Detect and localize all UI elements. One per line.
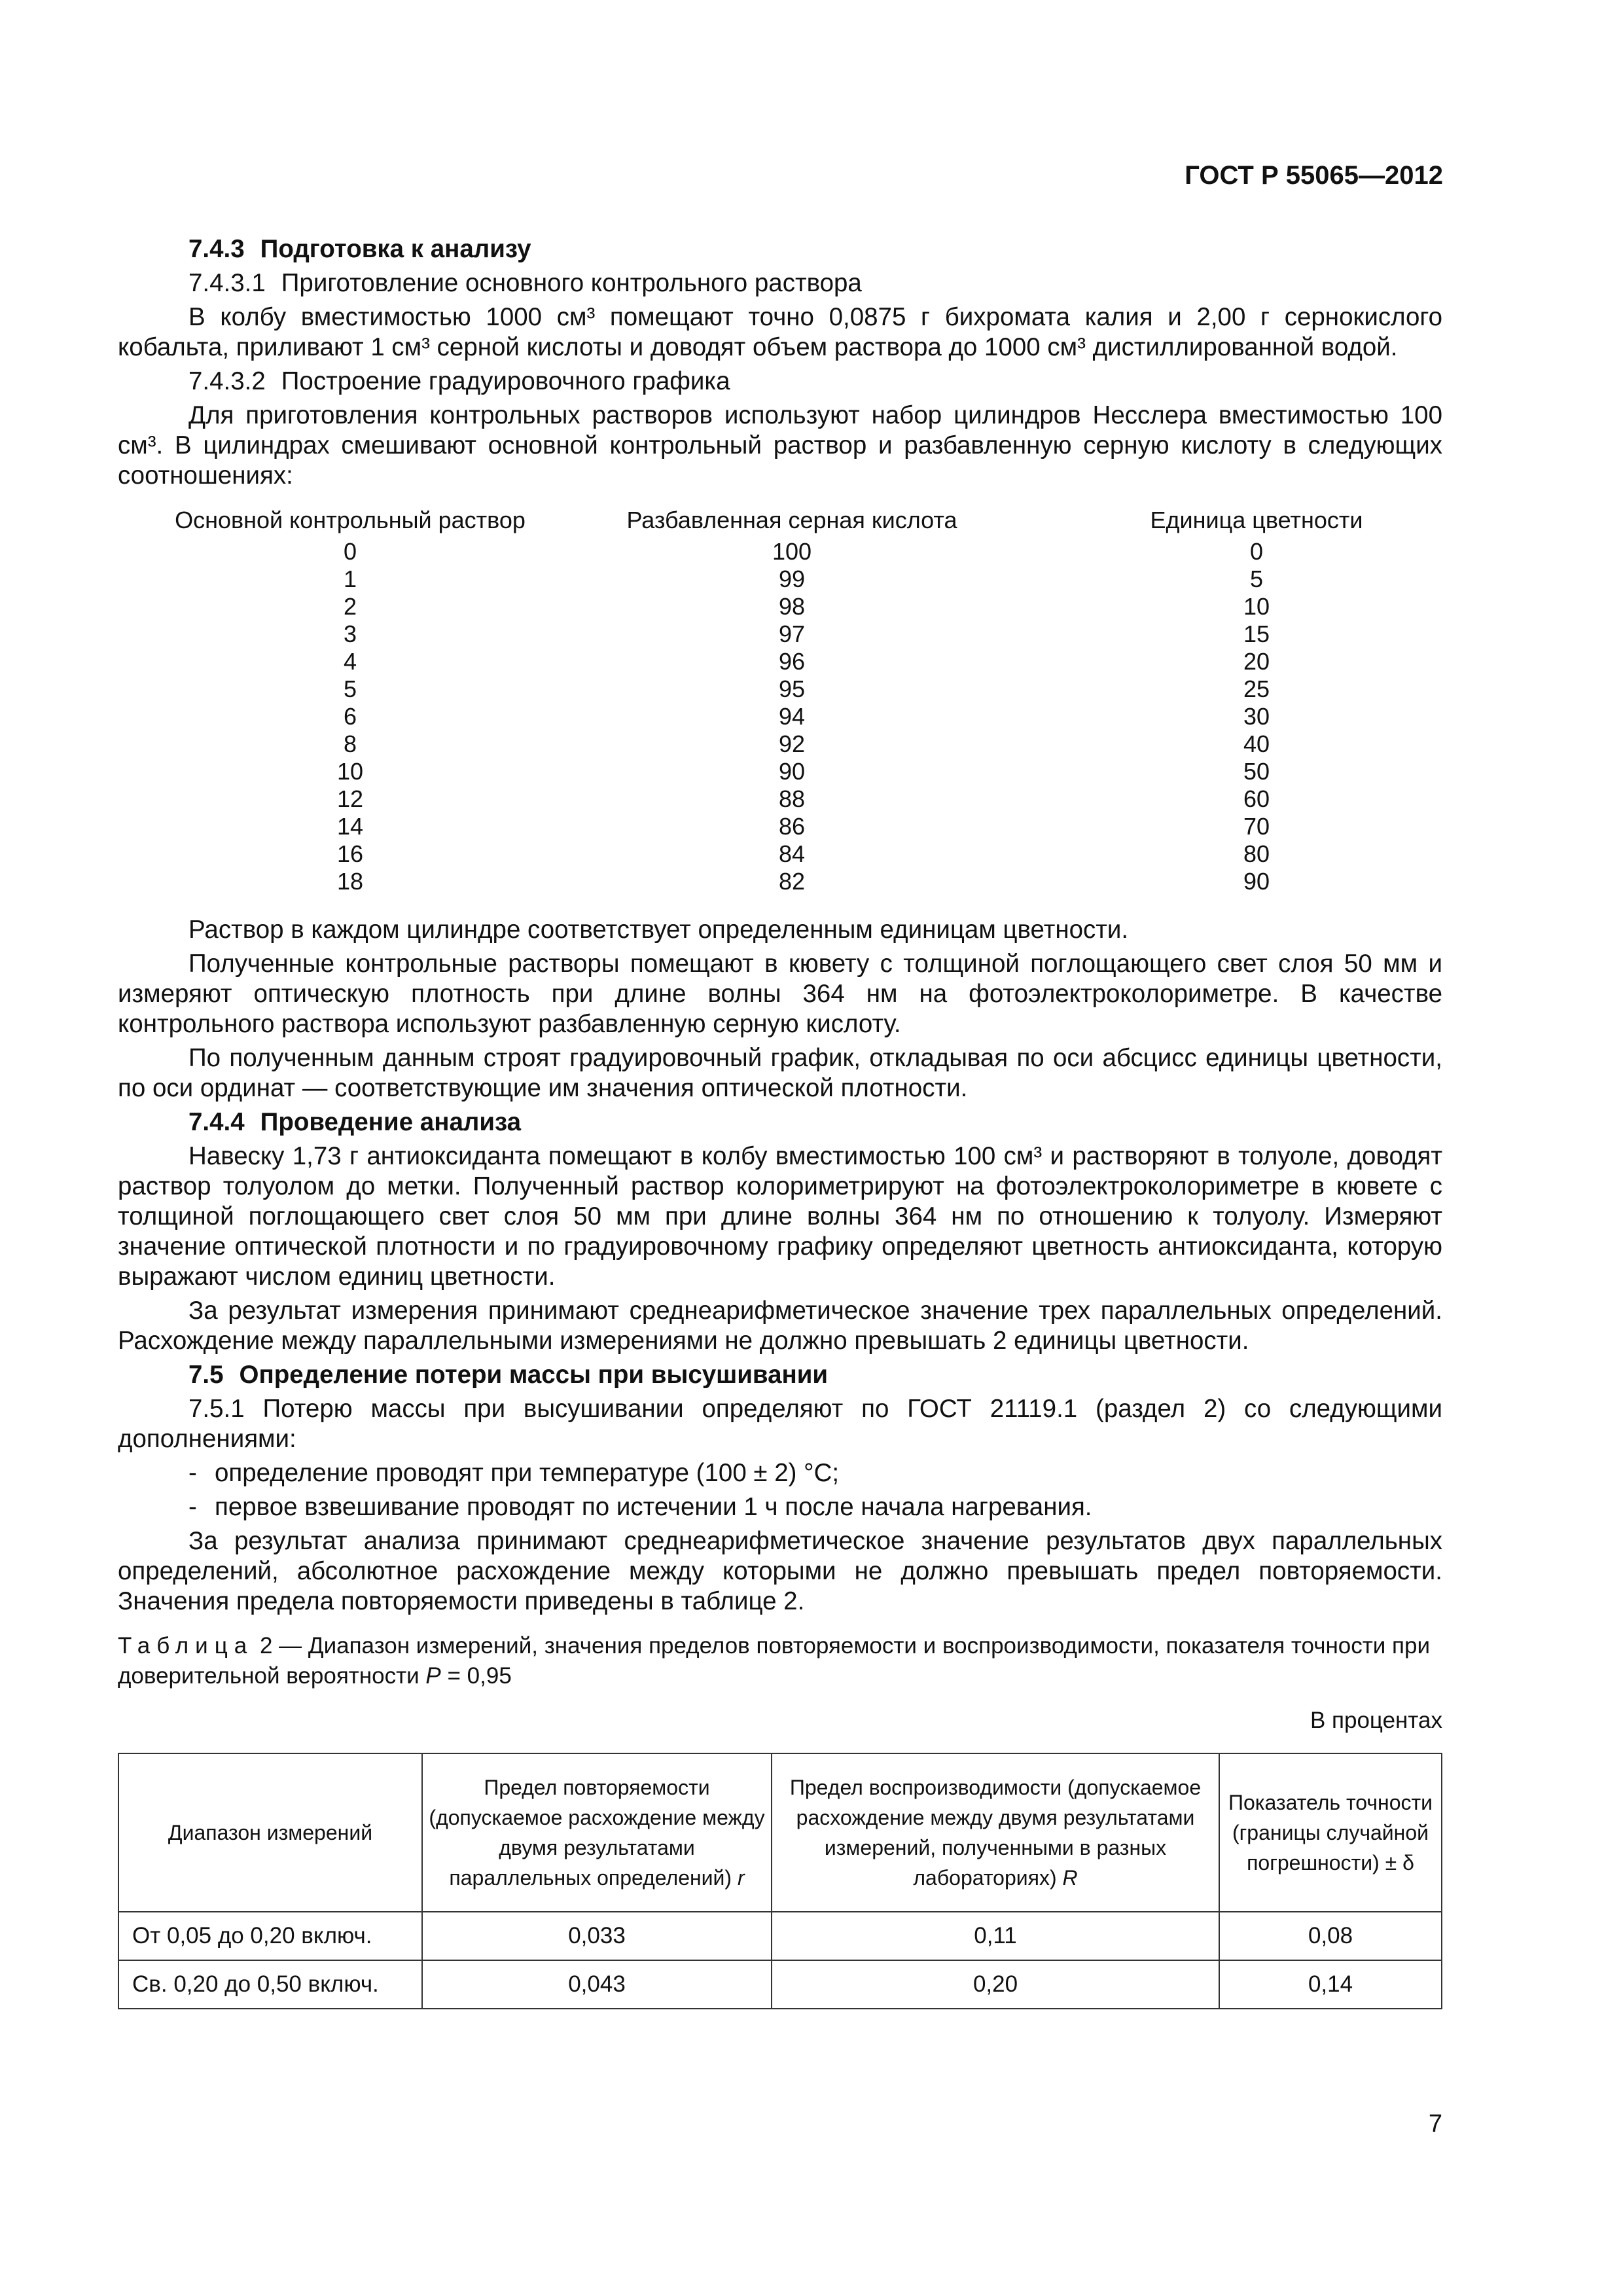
mix-cell: 10 [336, 758, 364, 785]
page-number: 7 [1428, 2110, 1442, 2138]
section-heading-7-4-3 [188, 234, 1442, 264]
table-header-row [118, 1753, 1442, 1912]
mix-cell: 20 [1243, 648, 1270, 675]
mix-cell: 98 [778, 593, 806, 620]
mix-cell: 6 [343, 703, 357, 730]
mix-cell: 94 [778, 703, 806, 730]
mix-cell: 5 [343, 675, 357, 702]
list-item [188, 1458, 1442, 1488]
mix-header-acid: Разбавленная серная кислота [626, 507, 957, 533]
paragraph-measurement-result: За результат измерения принимают среднеарифметическое значение трех параллельных определений. Расхождение между параллельными измерениями не должно превышать 2 единицы цветности. [118, 1297, 1442, 1355]
section-title: Подготовка к анализу [260, 235, 531, 263]
table-row [118, 1960, 1442, 2009]
paragraph-nessler-cylinders: Для приготовления контрольных растворов используют набор цилиндров Несслера вместимостью 100 см³. В цилиндрах смешивают основной контрольный раствор и разбавленную серную кислоту в следующих соотношениях: [118, 401, 1442, 490]
subsection-number: 7.4.3.1 [188, 269, 266, 297]
mix-cell: 4 [343, 648, 357, 675]
mix-cell: 80 [1243, 840, 1270, 867]
mix-cell: 40 [1243, 730, 1270, 757]
precision-table [118, 1753, 1442, 2009]
mix-row [118, 813, 1442, 840]
header-accuracy: Показатель точности (границы случайной погрешности) ± δ [1219, 1753, 1442, 1912]
table-cell: 0,08 [1219, 1912, 1442, 1960]
list-item-text: первое взвешивание проводят по истечении 1 ч после начала нагревания. [215, 1493, 1092, 1521]
table-row [118, 1912, 1442, 1960]
mix-cell: 97 [778, 620, 806, 647]
mix-cell: 3 [343, 620, 357, 647]
dash-bullet: - [188, 1493, 197, 1521]
mix-row [118, 868, 1442, 895]
section-title: Определение потери массы при высушивании [239, 1361, 829, 1389]
mix-cell: 50 [1243, 758, 1270, 785]
mix-cell: 16 [336, 840, 364, 867]
mix-row [118, 565, 1442, 593]
paragraph-calibration-graph: По полученным данным строят градуировочный график, откладывая по оси абсцисс единицы цветности, по оси ординат — соответствующие им значения оптической плотности. [118, 1044, 1442, 1102]
mix-cell: 0 [1249, 538, 1264, 565]
mix-row [118, 785, 1442, 813]
table-cell: 0,043 [422, 1960, 772, 2009]
table-caption-text: 2 — Диапазон измерений, значения пределов повторяемости и воспроизводимости, показателя точности при доверительной вероятности [118, 1633, 1431, 1689]
section-number: 7.4.4 [188, 1108, 245, 1136]
mixing-ratio-table [118, 507, 1442, 895]
mix-cell: 5 [1249, 565, 1264, 592]
mix-row [118, 840, 1442, 868]
mix-cell: 0 [343, 538, 357, 565]
mix-cell: 90 [778, 758, 806, 785]
header-repeatability-symbol: r [737, 1866, 745, 1890]
table-cell: От 0,05 до 0,20 включ. [118, 1912, 422, 1960]
section-title: Проведение анализа [260, 1108, 522, 1136]
mix-header-color-units: Единица цветности [1150, 507, 1363, 533]
section-number: 7.5 [188, 1361, 224, 1389]
section-heading-7-4-4 [188, 1107, 1442, 1138]
mix-row [118, 593, 1442, 620]
table-cell: 0,20 [772, 1960, 1219, 2009]
mix-cell: 90 [1243, 868, 1270, 895]
mix-cell: 86 [778, 813, 806, 840]
table-caption-symbol: Р [425, 1663, 441, 1689]
header-repeatability-text: Предел повторяемости (допускаемое расхождение между двумя результатами параллельных определений) [429, 1776, 765, 1890]
mix-cell: 95 [778, 675, 806, 702]
paragraph-7-5-1: 7.5.1 Потерю массы при высушивании определяют по ГОСТ 21119.1 (раздел 2) со следующими дополнениями: [118, 1395, 1442, 1453]
subsection-heading-7-4-3-2 [188, 367, 1442, 397]
subsection-title: Приготовление основного контрольного раствора [281, 269, 862, 297]
paragraph-stock-solution: В колбу вместимостью 1000 см³ помещают точно 0,0875 г бихромата калия и 2,00 г сернокислого кобальта, приливают 1 см³ серной кислоты и доводят объем раствора до 1000 см³ дистиллированной водой. [118, 303, 1442, 361]
table-cell: 0,033 [422, 1912, 772, 1960]
mix-row [118, 730, 1442, 758]
table-cell: 0,11 [772, 1912, 1219, 1960]
mix-cell: 99 [778, 565, 806, 592]
mix-cell: 96 [778, 648, 806, 675]
table-caption-word: Таблица [118, 1633, 254, 1659]
mix-cell: 10 [1243, 593, 1270, 620]
mix-row [118, 648, 1442, 675]
paragraph-analysis-result: За результат анализа принимают среднеарифметическое значение результатов двух параллельных определений, абсолютное расхождение между которыми не должно превышать предел повторяемости. Значения предела повторяемости приведены в таблице 2. [118, 1527, 1442, 1615]
dash-bullet: - [188, 1459, 197, 1487]
paragraph-analysis-procedure: Навеску 1,73 г антиоксиданта помещают в колбу вместимостью 100 см³ и растворяют в толуоле, доводят раствор толуолом до метки. Полученный раствор колориметрируют на фотоэлектроколориметре в кювете с толщиной поглощающего свет слоя 50 мм при длине волны 364 нм по отношению к толуолу. Измеряют значение оптической плотности и по градуировочному графику определяют цветность антиоксиданта, которую выражают числом единиц цветности. [118, 1142, 1442, 1291]
mix-cell: 70 [1243, 813, 1270, 840]
mix-cell: 88 [778, 785, 806, 812]
mix-cell: 15 [1243, 620, 1270, 647]
table-cell: Св. 0,20 до 0,50 включ. [118, 1960, 422, 2009]
header-reproducibility [772, 1753, 1219, 1912]
mix-row [118, 675, 1442, 703]
mix-cell: 14 [336, 813, 364, 840]
mix-row [118, 758, 1442, 785]
mix-cell: 82 [778, 868, 806, 895]
subsection-number: 7.4.3.2 [188, 367, 266, 395]
mix-cell: 60 [1243, 785, 1270, 812]
page-content [118, 230, 1442, 2009]
mixing-table-header [118, 507, 1442, 534]
paragraph-cuvette-measurement: Полученные контрольные растворы помещают в кювету с толщиной поглощающего свет слоя 50 мм и измеряют оптическую плотность при длине волны 364 нм на фотоэлектроколориметре. В качестве контрольного раствора используют разбавленную серную кислоту. [118, 950, 1442, 1038]
header-range: Диапазон измерений [118, 1753, 422, 1912]
table-units: В процентах [1310, 1708, 1442, 1733]
document-code: ГОСТ Р 55065—2012 [1185, 161, 1443, 190]
mix-row [118, 538, 1442, 565]
mix-cell: 12 [336, 785, 364, 812]
mix-cell: 8 [343, 730, 357, 757]
header-repeatability [422, 1753, 772, 1912]
list-item [188, 1492, 1442, 1522]
table-cell: 0,14 [1219, 1960, 1442, 2009]
mix-cell: 84 [778, 840, 806, 867]
header-reproducibility-symbol: R [1062, 1866, 1078, 1890]
mix-cell: 1 [343, 565, 357, 592]
mix-header-stock: Основной контрольный раствор [175, 507, 526, 533]
section-number: 7.4.3 [188, 235, 245, 263]
mix-cell: 18 [336, 868, 364, 895]
table-caption [118, 1631, 1442, 1691]
mix-row [118, 620, 1442, 648]
section-heading-7-5 [188, 1360, 1442, 1390]
mix-cell: 100 [772, 538, 812, 565]
mix-cell: 2 [343, 593, 357, 620]
subsection-heading-7-4-3-1 [188, 268, 1442, 298]
table-caption-end: = 0,95 [440, 1663, 512, 1689]
list-item-text: определение проводят при температуре (100 ± 2) °С; [215, 1459, 840, 1487]
mix-row [118, 703, 1442, 730]
paragraph-cylinder-units: Раствор в каждом цилиндре соответствует определенным единицам цветности. [188, 916, 1129, 944]
mix-cell: 25 [1243, 675, 1270, 702]
header-reproducibility-text: Предел воспроизводимости (допускаемое расхождение между двумя результатами измерений, полученными в разных лабораториях) [789, 1776, 1202, 1890]
subsection-title: Построение градуировочного графика [281, 367, 730, 395]
mix-cell: 30 [1243, 703, 1270, 730]
mix-cell: 92 [778, 730, 806, 757]
